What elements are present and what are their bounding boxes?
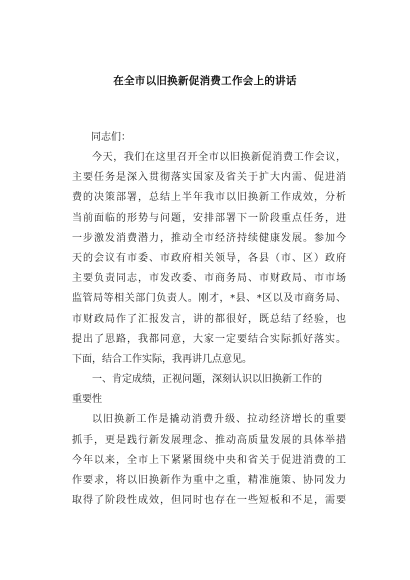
body-line: 以旧换新工作是撬动消费升级、拉动经济增长的重要: [92, 414, 346, 426]
body-line: 主要负责同志，市发改委、市商务局、市财政局、市市场: [72, 273, 346, 285]
body-line: 费的决策部署，总结上半年我市以旧换新工作成效，分析: [72, 192, 346, 204]
body-line: 一步激发消费潜力，推动全市经济持续健康发展。参加今: [72, 232, 346, 244]
body-line: 今天，我们在这里召开全市以旧换新促消费工作会议，: [92, 152, 346, 163]
body-line: 天的会议有市委、市政府相关领导，各县（市、区）政府: [72, 252, 346, 264]
body-line: 作要求，将以旧换新作为重中之重，精准施策、协同发力: [72, 475, 346, 486]
body-line: 抓手，更是践行新发展理念、推动高质量发展的具体举措: [72, 434, 346, 446]
document-title: 在全市以旧换新促消费工作会上的讲话: [113, 75, 297, 87]
document-body: [72, 148, 346, 511]
body-line: 当前面临的形势与问题，安排部署下一阶段重点任务，进: [72, 212, 346, 224]
body-line: 监管局等相关部门负责人。刚才，*县、*区以及市商务局、: [72, 293, 346, 305]
body-line: 取得了阶段性成效，但同时也存在一些短板和不足，需要: [72, 495, 346, 507]
body-line: 下面，结合工作实际，我再讲几点意见。: [72, 353, 252, 365]
section-heading: 一、肯定成绩，正视问题，深刻认识以旧换新工作的: [92, 374, 322, 386]
section-heading-continued: 重要性: [72, 394, 102, 406]
body-line: 主要任务是深入贯彻落实国家及省关于扩大内需、促进消: [72, 172, 346, 184]
salutation: 同志们：: [91, 132, 131, 143]
body-line: 提出了思路，我都同意，大家一定要结合实际抓好落实。: [72, 333, 346, 345]
body-line: 市财政局作了汇报发言，讲的都很好，既总结了经验，也: [72, 313, 346, 325]
body-line: 今年以来，全市上下紧紧围绕中央和省关于促进消费的工: [72, 454, 346, 466]
